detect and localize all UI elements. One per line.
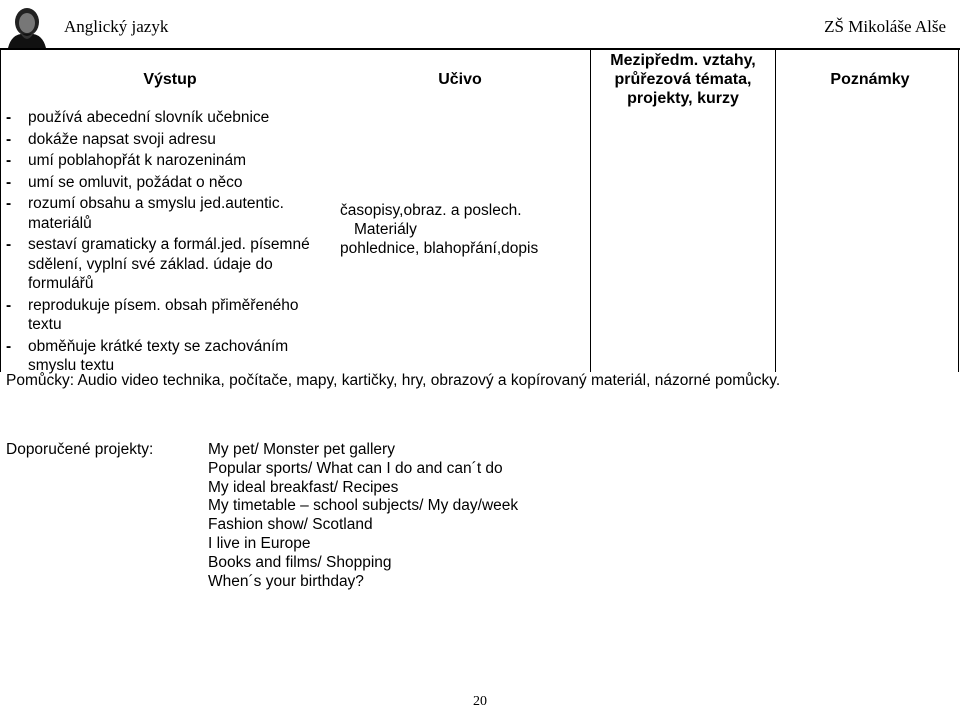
table-left-border bbox=[0, 48, 1, 372]
header-mezipredm-line3: projekty, kurzy bbox=[627, 90, 739, 107]
list-item: My ideal breakfast/ Recipes bbox=[208, 478, 399, 496]
header-subject: Anglický jazyk bbox=[64, 17, 169, 36]
portrait-logo bbox=[4, 2, 50, 48]
table-right-border bbox=[958, 48, 959, 372]
ucivo-line1: časopisy,obraz. a poslech. bbox=[340, 202, 522, 219]
list-item: When´s your birthday? bbox=[208, 572, 364, 590]
outcome-text: obměňuje krátké texty se zachováním smyslu textu bbox=[28, 337, 289, 374]
projects-label: Doporučené projekty: bbox=[6, 441, 154, 458]
header-ucivo: Učivo bbox=[438, 71, 482, 88]
bullet-dash: - bbox=[6, 195, 12, 212]
outcome-text: umí poblahopřát k narozeninám bbox=[28, 152, 246, 169]
header-mezipredm-line2: průřezová témata, bbox=[614, 71, 752, 88]
bullet-dash: - bbox=[6, 130, 12, 148]
bullet-dash: - bbox=[6, 152, 12, 169]
list-item bbox=[6, 151, 336, 171]
outcomes-list bbox=[6, 108, 336, 378]
list-item: My timetable – school subjects/ My day/week bbox=[208, 497, 519, 515]
bullet-dash: - bbox=[6, 109, 12, 126]
table-divider-col4 bbox=[775, 48, 776, 372]
list-item: Popular sports/ What can I do and can´t do bbox=[208, 459, 503, 477]
header-mezipredm-line1: Mezipředm. vztahy, bbox=[610, 52, 756, 69]
list-item bbox=[6, 194, 298, 233]
list-item: Fashion show/ Scotland bbox=[208, 516, 373, 534]
bullet-dash: - bbox=[6, 337, 12, 355]
outcome-text: reprodukuje písem. obsah přiměřeného textu bbox=[28, 296, 299, 333]
list-item bbox=[6, 337, 318, 376]
table-top-border bbox=[0, 48, 960, 49]
ucivo-line2: Materiály bbox=[354, 221, 417, 238]
list-item: Books and films/ Shopping bbox=[208, 553, 392, 571]
list-item bbox=[6, 296, 318, 335]
list-item bbox=[6, 108, 336, 128]
bullet-dash: - bbox=[6, 296, 12, 314]
projects-list bbox=[208, 441, 518, 591]
outcome-text: sestaví gramaticky a formál.jed. písemné sdělení, vyplní své základ. údaje do formulářů bbox=[28, 236, 310, 292]
aids-text: Pomůcky: Audio video technika, počítače, mapy, kartičky, hry, obrazový a kopírovaný materiál, názorné pomůcky. bbox=[6, 372, 781, 389]
header-poznamky: Poznámky bbox=[830, 71, 910, 88]
outcome-text: dokáže napsat svoji adresu bbox=[28, 130, 216, 148]
list-item bbox=[6, 173, 336, 193]
list-item bbox=[6, 235, 328, 294]
ucivo-line3: pohlednice, blahopřání,dopis bbox=[340, 240, 539, 257]
list-item: I live in Europe bbox=[208, 534, 311, 552]
ucivo-cell bbox=[340, 201, 590, 258]
list-item: My pet/ Monster pet gallery bbox=[208, 441, 395, 458]
bullet-dash: - bbox=[6, 236, 12, 253]
list-item bbox=[6, 130, 336, 150]
header-mezipredm bbox=[594, 51, 772, 108]
outcome-text: umí se omluvit, požádat o něco bbox=[28, 173, 243, 191]
outcome-text: používá abecední slovník učebnice bbox=[28, 109, 270, 126]
header-school: ZŠ Mikoláše Alše bbox=[824, 17, 946, 36]
bullet-dash: - bbox=[6, 173, 12, 191]
outcome-text: rozumí obsahu a smyslu jed.autentic. materiálů bbox=[28, 195, 284, 232]
header-vystup: Výstup bbox=[143, 71, 197, 88]
page-number: 20 bbox=[473, 694, 487, 709]
table-divider-col3 bbox=[590, 48, 591, 372]
